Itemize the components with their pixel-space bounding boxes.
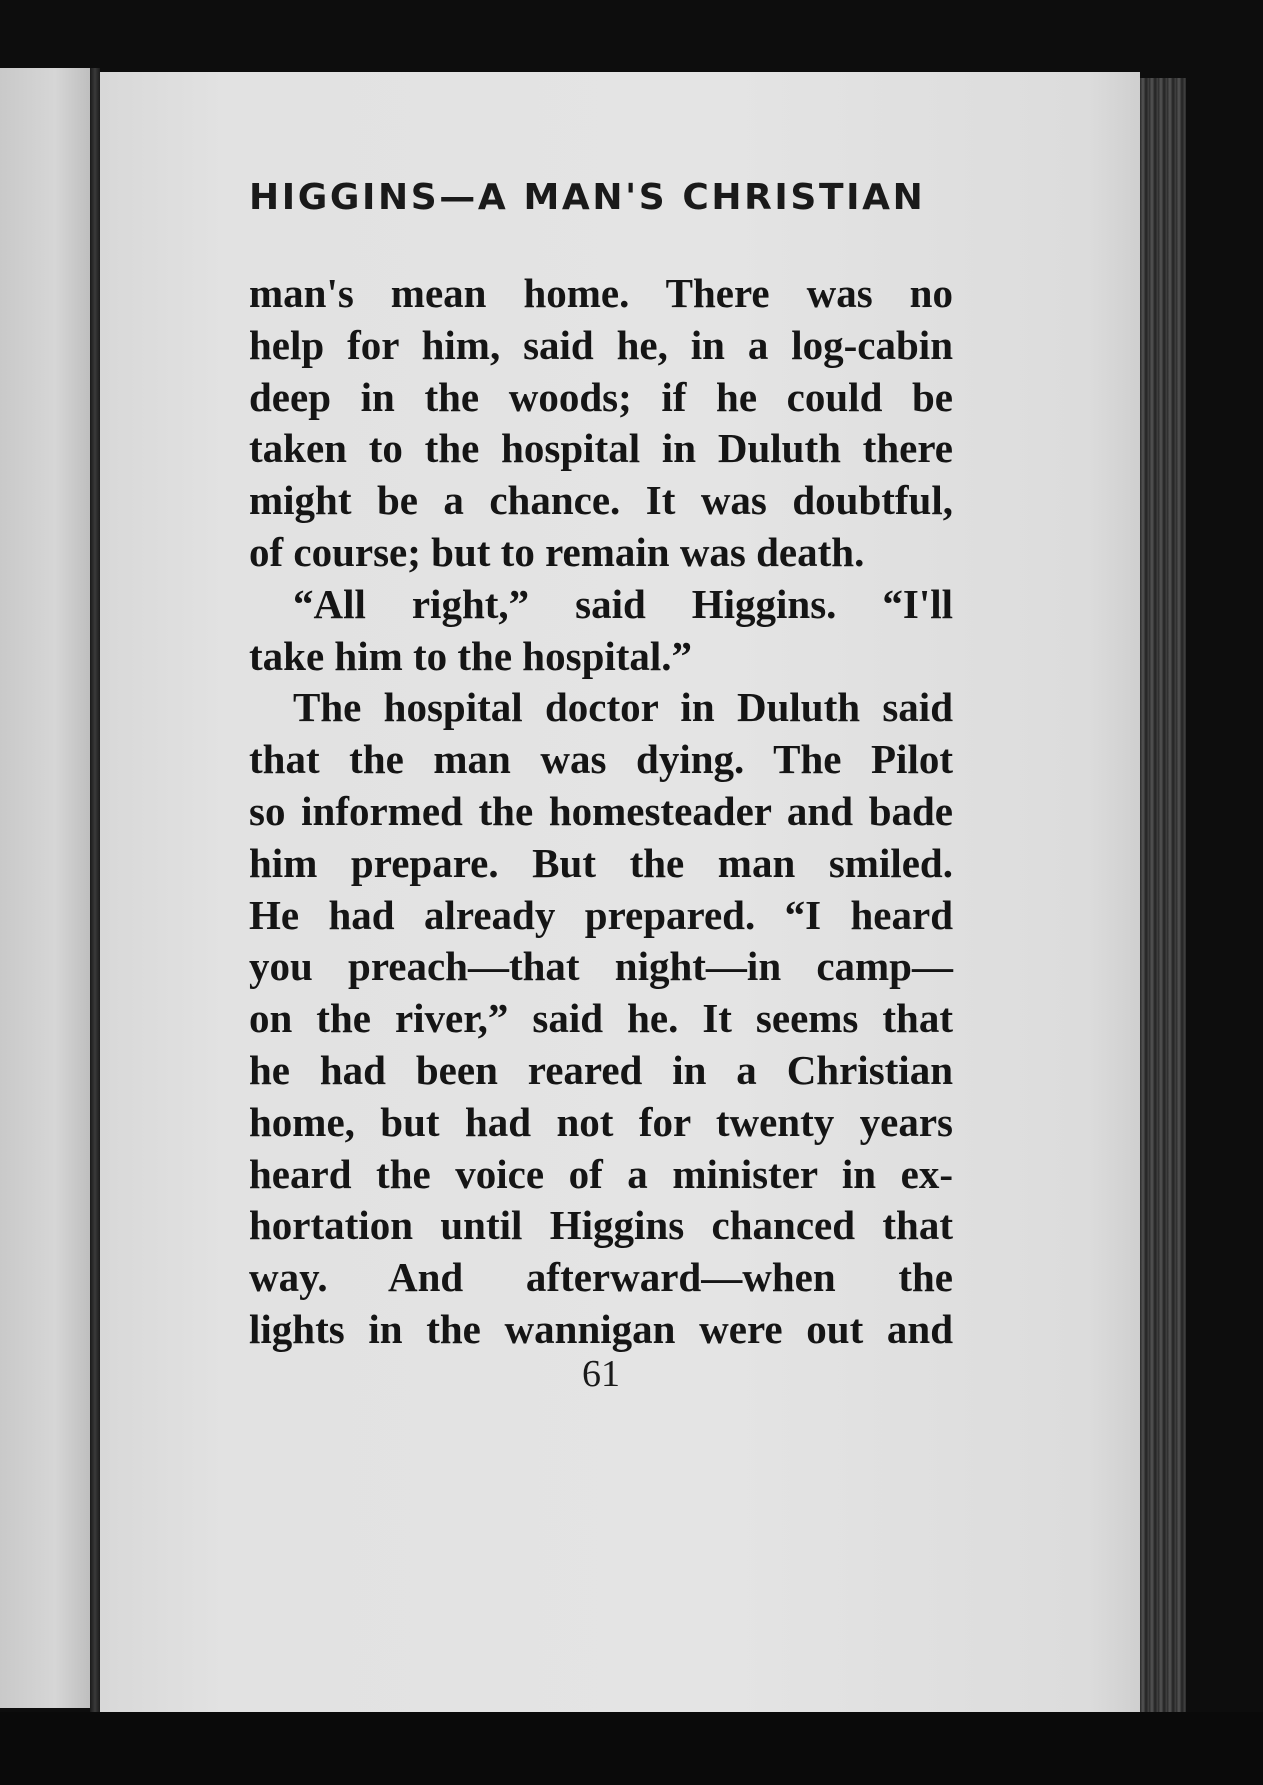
text-line: He had already prepared. “I heard [249,891,953,938]
text-line: that the man was dying. The Pilot [249,736,953,783]
text-line: take him to the hospital.” [249,632,693,679]
page-stack-edge [1140,78,1186,1718]
body-text [249,268,953,1356]
text-line: man's mean home. There was no [249,270,953,316]
text-line: you preach—that night—in camp— [249,943,953,990]
text-line: taken to the hospital in Duluth there [249,425,953,472]
previous-page-edge [0,68,92,1708]
book-gutter [90,68,100,1718]
text-line: him prepare. But the man smiled. [249,839,953,886]
text-line: way. And afterward—when the [249,1254,953,1301]
text-line: deep in the woods; if he could be [249,373,953,420]
text-line: so informed the homesteader and bade [249,787,953,834]
page-number: 61 [582,1353,620,1395]
text-line: he had been reared in a Christian [249,1046,953,1093]
scan-border [0,1712,1263,1785]
text-line: hortation until Higgins chanced that [249,1202,953,1249]
text-line: The hospital doctor in Duluth said [293,684,953,731]
text-line: home, but had not for twenty years [249,1098,953,1145]
text-line: “All right,” said Higgins. “I'll [293,580,953,627]
running-head: HIGGINS—A MAN'S CHRISTIAN [249,177,926,218]
text-line: might be a chance. It was doubtful, [249,477,953,524]
text-line: of course; but to remain was death. [249,528,865,575]
text-line: on the river,” said he. It seems that [249,995,953,1042]
text-line: help for him, said he, in a log-cabin [249,321,953,368]
text-line: lights in the wannigan were out and [249,1305,953,1352]
text-line: heard the voice of a minister in ex- [249,1150,953,1197]
